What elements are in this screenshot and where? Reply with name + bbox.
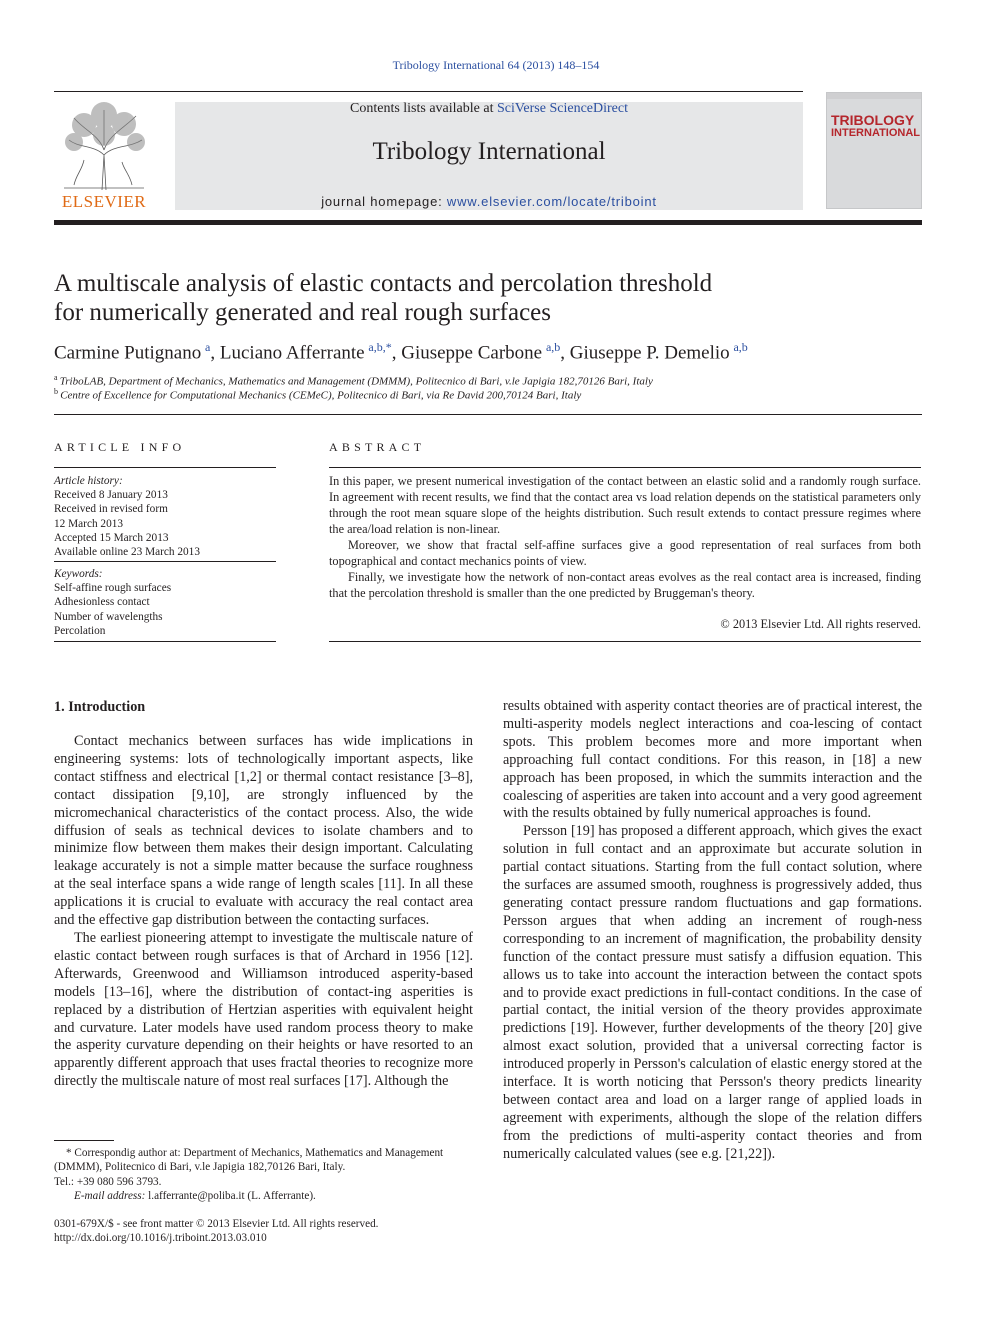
section-title: 1. Introduction <box>54 699 146 715</box>
abstract-rule <box>329 467 921 468</box>
issn-doi-block: 0301-679X/$ - see front matter © 2013 Elsevier Ltd. All rights reserved. http://dx.doi.org/10.1016/j.triboint.2013.03.010 <box>54 1217 474 1246</box>
footnote-rule <box>54 1140 114 1141</box>
author-name: Giuseppe Carbone <box>401 342 543 364</box>
body-paragraph: results obtained with asperity contact theories are of practical interest, the multi-asperity models neglect interactions and coa-lescing of contact spots. This problem becomes more and more important when approaching full contact conditions. For this reason, in [18] a new approach has been proposed, in which the summits interaction and the coalescing of asperities are taken into account and a very good agreement with the results obtained by fully numerical approaches is found. <box>503 698 922 822</box>
body-paragraph: The earliest pioneering attempt to investigate the multiscale nature of elastic contact between rough surfaces is that of Archard in 1956 [12]. Afterwards, Greenwood and Williamson introduced asperity-based models [13–16], where the distribution of contact-ing asperities is replaced by a distribution of Hertzian asperities with equivalent height and curvature. Later models have used random process theory to make the asperity curvature depending on their heights or have resorted to an apparently different approach that uses fractal theories to recognize more directly the multiscale nature of most real surfaces [17]. Although the <box>54 929 473 1090</box>
sciencedirect-link[interactable]: SciVerse ScienceDirect <box>496 101 628 116</box>
abstract-rule <box>329 641 921 642</box>
keywords: Keywords: Self-affine rough surfaces Adhesionless contact Number of wavelengths Percolation <box>54 568 172 637</box>
article-info-rule <box>54 641 276 642</box>
email-link[interactable]: l.afferrante@poliba.it (L. Afferrante). <box>145 1189 316 1202</box>
journal-title: Tribology International <box>372 138 606 165</box>
author-affiliation-mark[interactable]: a,b,* <box>368 340 392 354</box>
article-info-heading: ARTICLE INFO <box>54 440 186 454</box>
author-affiliation-mark[interactable]: a,b <box>733 340 748 354</box>
cover-stripe <box>827 93 921 99</box>
article-info-rule <box>54 561 276 562</box>
elsevier-wordmark: ELSEVIER <box>61 192 147 211</box>
body-paragraph: Persson [19] has proposed a different approach, which gives the exact solution in full contact and an approximate but accurate solution in partial contact situations. Starting from the full contact solution, where the surfaces are assumed smooth, roughness is progressively added, thus generating contact pressure random fluctuations and gap formations. Persson argues that when adding an increment of rough-ness corresponding to an increment of magnification, the probability density function of the contact pressure must satisfy a diffusion equation. This allows us to take into account the interaction between the contact spots and to provide exact predictions in full-contact conditions. In the case of partial contact, the initial version of the theory provides approximate predictions [19]. However, further developments of the theory [20] give almost exact solution, provided that a universal correcting factor is introduced properly in Persson's calculation of elastic energy stored at the interface. It is worth noticing that Persson's theory predicts linearity between contact area and load on a larger range of applied loads in agreement with experiments, although the slope of the relation differs from the predictions of multi-asperity contact theories and from numerically calculated values (see e.g. [21,22]). <box>503 823 922 1162</box>
author-list: Carmine Putignano $^a$, Luciano Afferrante $^{a,b,*}$, Giuseppe Carbone $^{a,b}$, Giuseppe P. Demelio $^{a,b}$ <box>54 340 748 364</box>
affiliation: $^a$ TriboLAB, Department of Mechanics, Mathematics and Management (DMMM), Politecnico di Bari, v.le Japigia 182,70126 Bari, Italy <box>54 373 653 388</box>
homepage-link[interactable]: www.elsevier.com/locate/triboint <box>446 194 657 209</box>
doi-link[interactable]: http://dx.doi.org/10.1016/j.triboint.2013.03.010 <box>54 1232 267 1245</box>
left-column <box>54 733 473 1091</box>
journal-reference[interactable]: Tribology International 64 (2013) 148–154 <box>392 58 600 72</box>
header-thick-rule <box>54 220 922 225</box>
abstract-copyright: © 2013 Elsevier Ltd. All rights reserved. <box>720 617 921 631</box>
journal-cover-thumbnail <box>826 92 922 209</box>
contents-line: Contents lists available at SciVerse ScienceDirect <box>350 101 628 116</box>
cover-title: TRIBOLOGY INTERNATIONAL <box>831 112 921 139</box>
journal-homepage: journal homepage: www.elsevier.com/locate/triboint <box>321 194 657 209</box>
right-column <box>503 698 922 1164</box>
paper-title: A multiscale analysis of elastic contacts and percolation threshold for numerically generated and real rough surfaces <box>54 270 713 326</box>
author-name: Carmine Putignano <box>54 342 202 364</box>
affiliation: $^b$ Centre of Excellence for Computational Mechanics (CEMeC), Politecnico di Bari, via Re David 200,70124 Bari, Italy <box>54 387 582 402</box>
article-info-rule <box>54 467 276 468</box>
author-name: Giuseppe P. Demelio <box>569 342 730 364</box>
corresponding-author-footnote: * Correspondig author at: Department of Mechanics, Mathematics and Management (DMMM), Politecnico di Bari, v.le Japigia 182,70126 Bari, Italy. Tel.: +39 080 596 3793. E-mail address: l.afferrante@poliba.it (L. Afferrante). <box>54 1147 444 1202</box>
abstract-heading: ABSTRACT <box>329 440 426 454</box>
author-name: Luciano Afferrante <box>219 342 365 364</box>
title-block-rule <box>54 414 922 415</box>
author-affiliation-mark[interactable]: a,b <box>545 340 561 354</box>
abstract-text: In this paper, we present numerical investigation of the contact between an elastic solid and a randomly rough surface. In agreement with recent results, we find that the contact area vs load relation depends on the statistical parameters only through the root mean square slope of the heights distribution. Such result extends to contact pressure regimes where the area/load relation is non-linear. Moreover, we show that fractal self-affine surfaces give a good representation of real surfaces from both topographical and contact mechanics points of view. Finally, we investigate how the network of non-contact areas evolves as the real contact area is increased, finding that the percolation threshold is smaller than the one predicted by Bruggeman's theory. <box>329 474 921 600</box>
body-paragraph: Contact mechanics between surfaces has wide implications in engineering systems: lots of technologically important aspects, like contact stiffness and electrical [1,2] or thermal contact resistance [3–8], contact dissipation [9,10], are strongly influenced by the micromechanical characteristics of the contact process. Also, the wide diffusion of seals as technical devices to isolate chambers and to minimize flow between them makes their design important. Calculating leakage accurately is not a simple matter because the surface roughness at the seal interface spans a wide range of length scales [11]. In all these applications it is crucial to evaluate with accuracy the real contact area and the effective gap distribution between the contacting surfaces. <box>54 733 473 929</box>
author-affiliation-mark[interactable]: a <box>205 340 211 354</box>
header-rule <box>54 91 803 92</box>
article-history: Article history: Received 8 January 2013 Received in revised form 12 March 2013 Accepted 15 March 2013 Available online 23 March 2013 <box>54 475 200 559</box>
